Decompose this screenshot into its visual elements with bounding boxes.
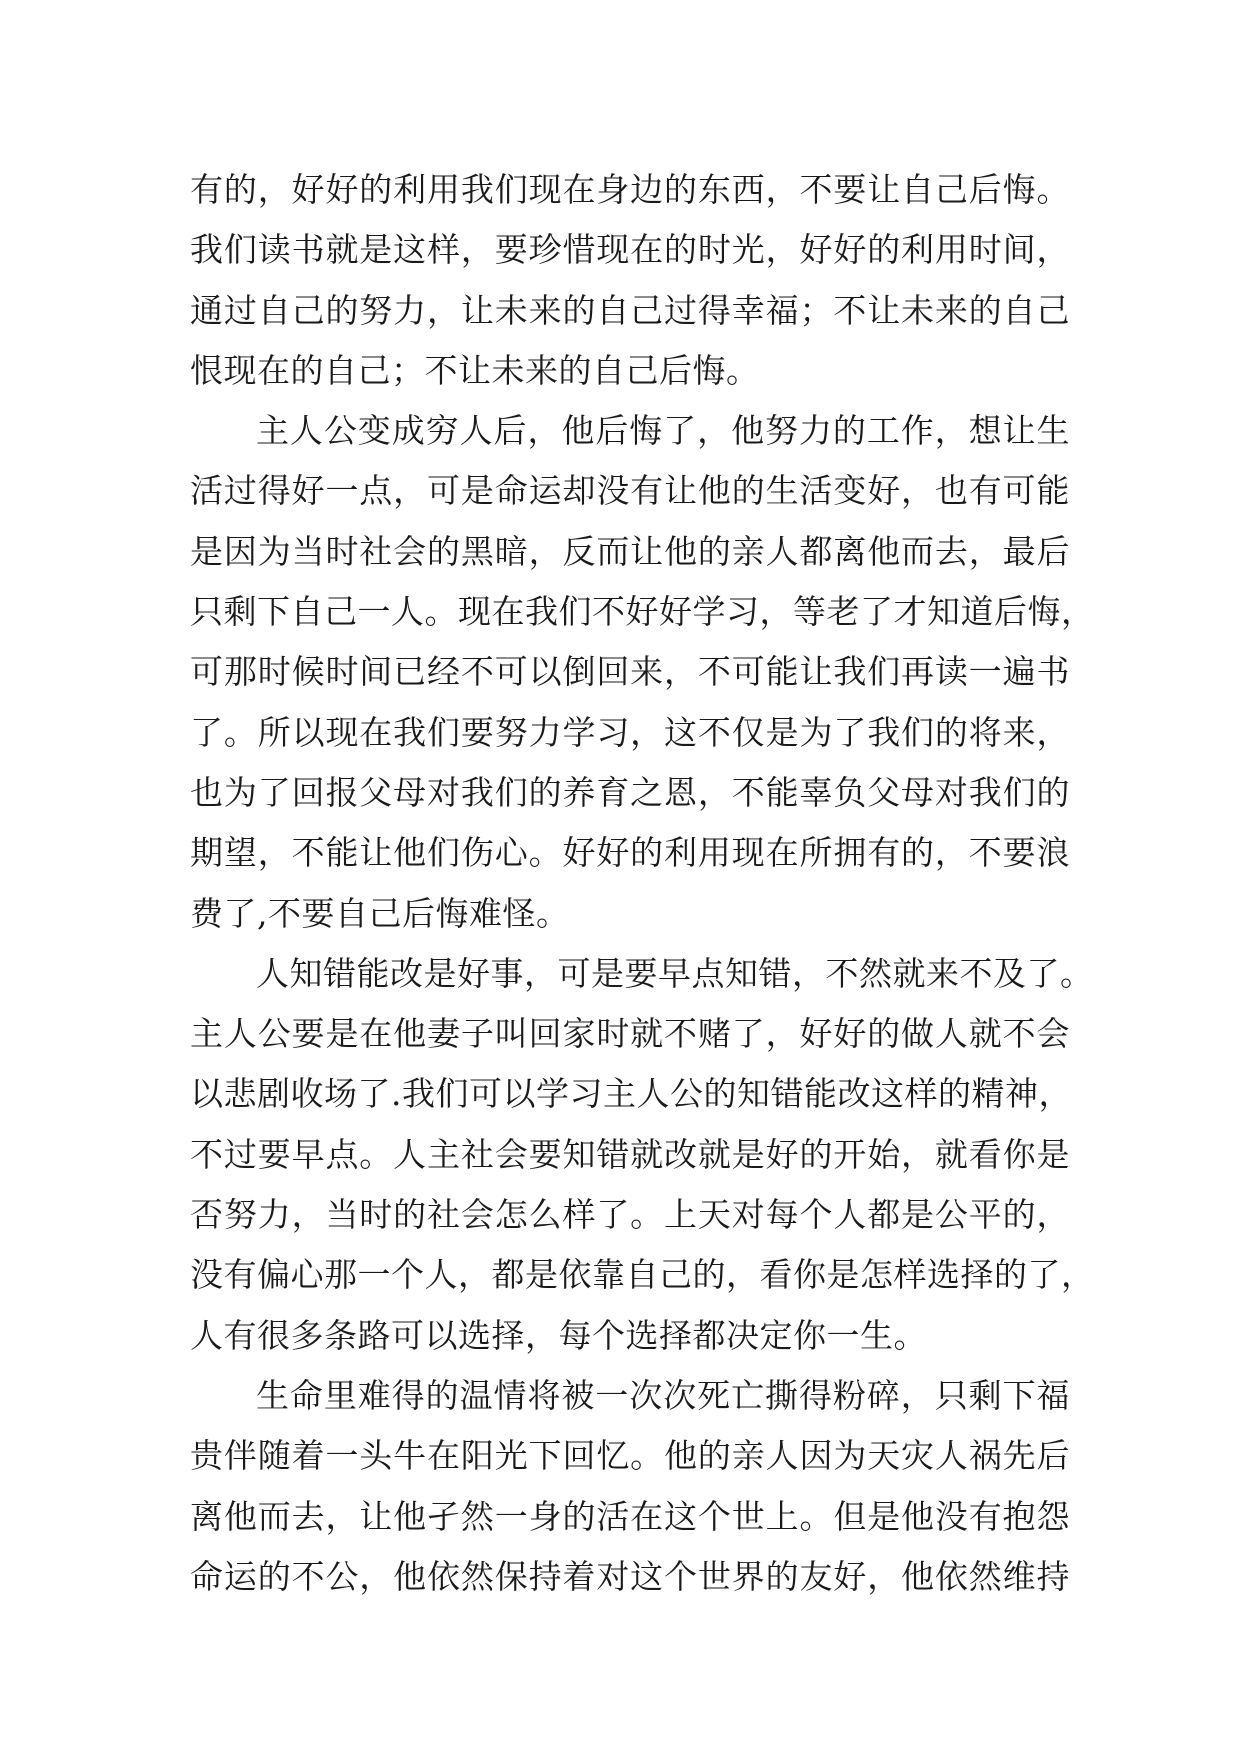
text-line: 期望，不能让他们伤心。好好的利用现在所拥有的，不要浪 — [190, 833, 1070, 873]
text-line: 命运的不公，他依然保持着对这个世界的友好，他依然维持 — [190, 1556, 1070, 1596]
text-line: 否努力，当时的社会怎么样了。上天对每个人都是公平的， — [190, 1195, 1070, 1235]
text-line: 只剩下自己一人。现在我们不好好学习，等老了才知道后悔， — [190, 592, 1095, 632]
text-line: 主人公变成穷人后，他后悔了，他努力的工作，想让生 — [256, 411, 1070, 451]
text-line: 没有偏心那一个人，都是依靠自己的，看你是怎样选择的了， — [190, 1255, 1095, 1295]
text-line: 通过自己的努力，让未来的自己过得幸福；不让未来的自己 — [190, 290, 1070, 330]
text-line: 也为了回报父母对我们的养育之恩，不能辜负父母对我们的 — [190, 772, 1070, 812]
text-line: 生命里难得的温情将被一次次死亡撕得粉碎，只剩下福 — [256, 1375, 1070, 1415]
text-line: 人有很多条路可以选择，每个选择都决定你一生。 — [190, 1315, 927, 1355]
text-line: 可那时候时间已经不可以倒回来，不可能让我们再读一遍书 — [190, 652, 1070, 692]
text-line: 恨现在的自己；不让未来的自己后悔。 — [190, 350, 760, 390]
text-line: 主人公要是在他妻子叫回家时就不赌了，好好的做人就不会 — [190, 1014, 1070, 1054]
text-line: 是因为当时社会的黑暗，反而让他的亲人都离他而去，最后 — [190, 531, 1070, 571]
text-line: 不过要早点。人主社会要知错就改就是好的开始，就看你是 — [190, 1134, 1070, 1174]
text-line: 人知错能改是好事，可是要早点知错，不然就来不及了。 — [256, 953, 1094, 993]
text-line: 了。所以现在我们要努力学习，这不仅是为了我们的将来， — [190, 712, 1070, 752]
text-line: 贵伴随着一头牛在阳光下回忆。他的亲人因为天灾人祸先后 — [190, 1436, 1070, 1476]
text-line: 以悲剧收场了.我们可以学习主人公的知错能改这样的精神， — [190, 1074, 1072, 1114]
text-line: 费了,不要自己后悔难怪。 — [190, 893, 570, 933]
document-body — [190, 160, 1095, 1607]
text-line: 活过得好一点，可是命运却没有让他的生活变好，也有可能 — [190, 471, 1070, 511]
text-line: 有的，好好的利用我们现在身边的东西，不要让自己后悔。 — [190, 170, 1070, 209]
text-line: 离他而去，让他孑然一身的活在这个世上。但是他没有抱怨 — [190, 1496, 1070, 1536]
text-line: 我们读书就是这样，要珍惜现在的时光，好好的利用时间， — [190, 230, 1070, 270]
